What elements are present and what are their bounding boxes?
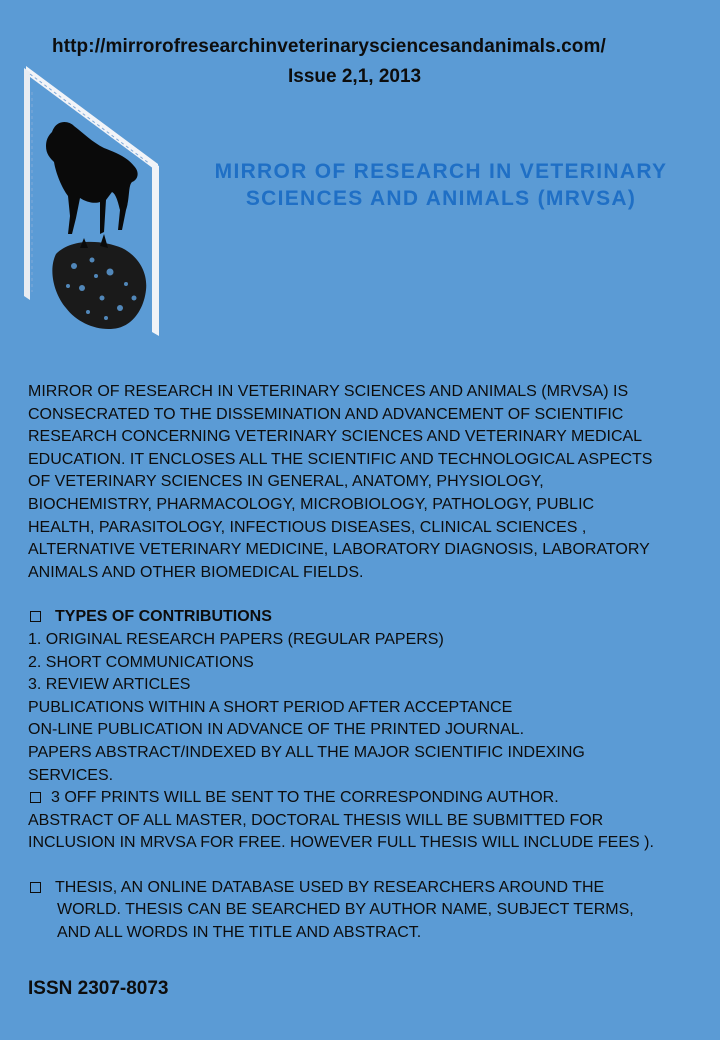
checkbox-bullet-icon — [30, 611, 41, 622]
body-text — [28, 381, 700, 945]
description-line: EDUCATION. IT ENCLOSES ALL THE SCIENTIFIC AND TECHNOLOGICAL ASPECTS — [28, 450, 653, 468]
offprints-line: INCLUSION IN MRVSA FOR FREE. HOWEVER FULL THESIS WILL INCLUDE FEES ). — [28, 834, 654, 852]
mirror-left-edge — [24, 68, 30, 300]
offprints-bullet-text: 3 OFF PRINTS WILL BE SENT TO THE CORRESPONDING AUTHOR. — [51, 789, 559, 807]
description-line: BIOCHEMISTRY, PHARMACOLOGY, MICROBIOLOGY, PATHOLOGY, PUBLIC — [28, 495, 595, 513]
mirror-right-edge — [152, 162, 159, 336]
list-item: PUBLICATIONS WITHIN A SHORT PERIOD AFTER ACCEPTANCE — [28, 698, 513, 716]
description-line: OF VETERINARY SCIENCES IN GENERAL, ANATOMY, PHYSIOLOGY, — [28, 473, 544, 491]
description-line: CONSECRATED TO THE DISSEMINATION AND ADVANCEMENT OF SCIENTIFIC — [28, 405, 624, 423]
list-item: 1. ORIGINAL RESEARCH PAPERS (REGULAR PAPERS) — [28, 630, 444, 648]
thesis-section — [28, 877, 700, 945]
journal-title-line-2: SCIENCES AND ANIMALS (MRVSA) — [245, 187, 637, 210]
journal-title — [196, 158, 686, 212]
offprints-bullet — [28, 787, 700, 810]
horse-reflection-logo — [22, 62, 170, 336]
thesis-line: THESIS, AN ONLINE DATABASE USED BY RESEARCHERS AROUND THE — [55, 878, 605, 896]
thesis-line: WORLD. THESIS CAN BE SEARCHED BY AUTHOR NAME, SUBJECT TERMS, — [57, 901, 634, 919]
issue-number: Issue 2,1, 2013 — [288, 66, 422, 87]
issn-number: ISSN 2307-8073 — [28, 978, 169, 999]
description-line: MIRROR OF RESEARCH IN VETERINARY SCIENCES AND ANIMALS (MRVSA) IS — [28, 383, 629, 400]
list-item: PAPERS ABSTRACT/INDEXED BY ALL THE MAJOR SCIENTIFIC INDEXING — [28, 743, 585, 761]
description-line: ALTERNATIVE VETERINARY MEDICINE, LABORATORY DIAGNOSIS, LABORATORY — [28, 541, 650, 559]
journal-title-line-1: MIRROR OF RESEARCH IN VETERINARY — [214, 160, 668, 183]
thesis-line: AND ALL WORDS IN THE TITLE AND ABSTRACT. — [57, 924, 422, 942]
description-line: ANIMALS AND OTHER BIOMEDICAL FIELDS. — [28, 563, 364, 581]
thesis-bullet — [28, 877, 700, 900]
contributions-heading — [28, 606, 700, 629]
contributions-list — [28, 629, 700, 787]
list-item: ON-LINE PUBLICATION IN ADVANCE OF THE PRINTED JOURNAL. — [28, 721, 525, 739]
offprints-section — [28, 787, 700, 855]
description-line: RESEARCH CONCERNING VETERINARY SCIENCES AND VETERINARY MEDICAL — [28, 428, 643, 446]
contributions-heading-text: TYPES OF CONTRIBUTIONS — [55, 608, 272, 626]
list-item: 3. REVIEW ARTICLES — [28, 676, 191, 694]
description-line: HEALTH, PARASITOLOGY, INFECTIOUS DISEASES, CLINICAL SCIENCES , — [28, 518, 587, 536]
description — [28, 381, 700, 584]
checkbox-bullet-icon — [30, 792, 41, 803]
journal-url[interactable]: http://mirrorofresearchinveterinarysciencesandanimals.com/ — [52, 36, 606, 57]
checkbox-bullet-icon — [30, 882, 41, 893]
list-item: SERVICES. — [28, 766, 114, 784]
list-item: 2. SHORT COMMUNICATIONS — [28, 653, 254, 671]
offprints-line: ABSTRACT OF ALL MASTER, DOCTORAL THESIS WILL BE SUBMITTED FOR — [28, 811, 604, 829]
